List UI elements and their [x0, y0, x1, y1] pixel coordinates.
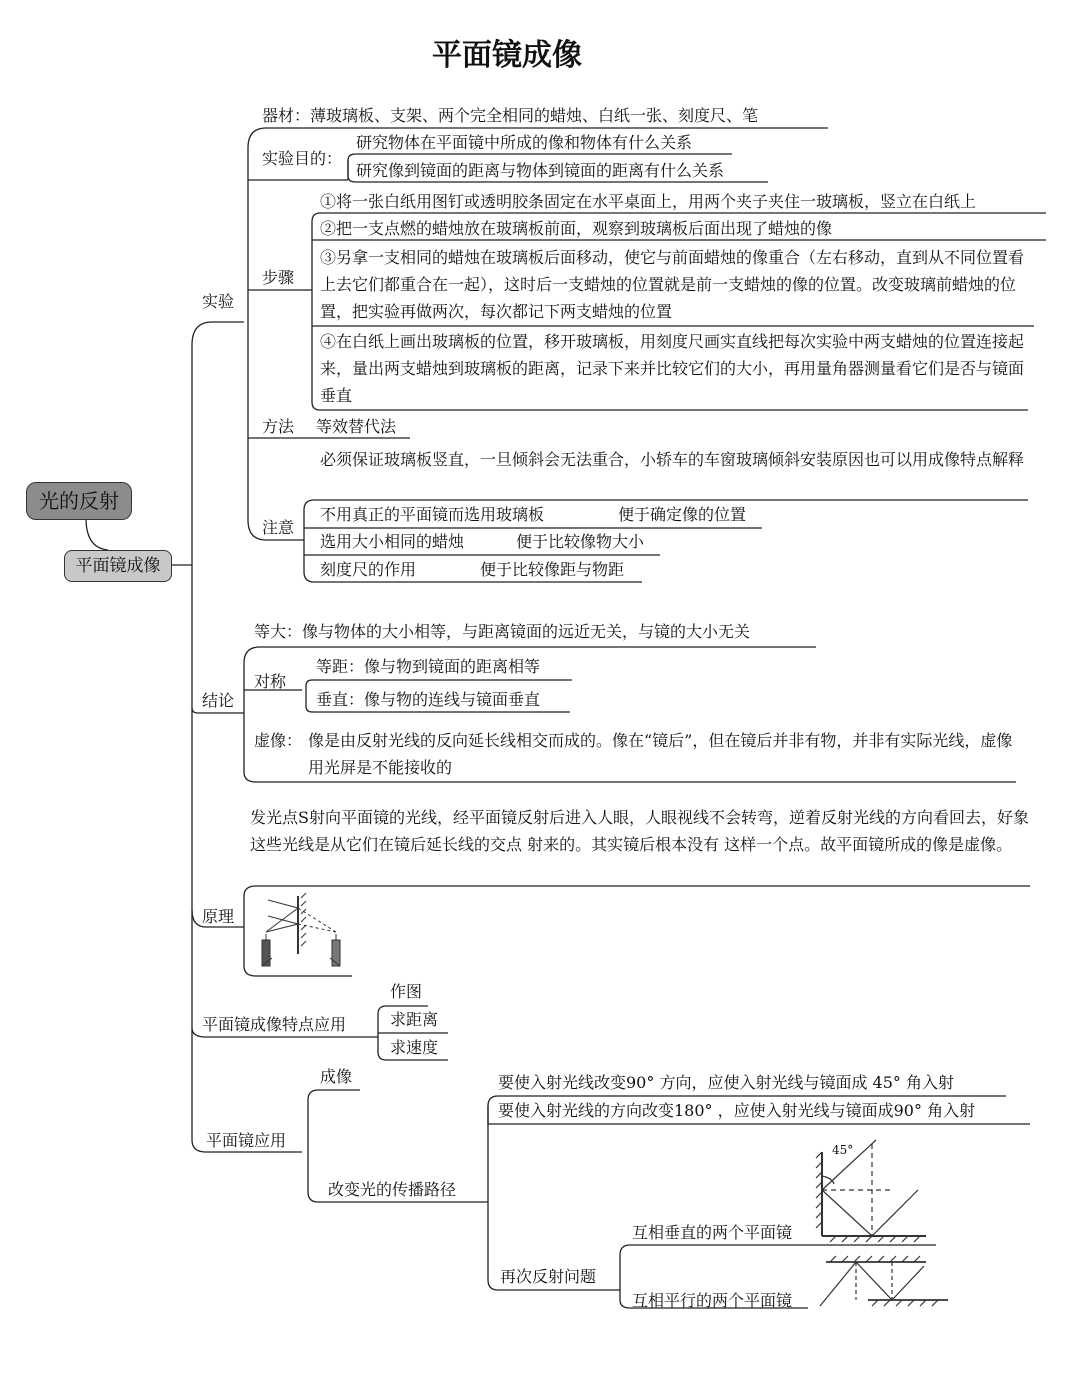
- equal-size-text: 等大：像与物体的大小相等，与距离镜面的远近无关，与镜的大小无关: [254, 622, 751, 641]
- step-item: ④在白纸上画出玻璃板的位置，移开玻璃板，用刻度尺画实直线把每次实验中两支蜡烛的位置连接起来，量出两支蜡烛到玻璃板的距离，记录下来并比较它们的大小，再用量角器测量看它们是否与镜面垂直: [320, 332, 1025, 405]
- step-item: ①将一张白纸用图钉或透明胶条固定在水平桌面上，用两个夹子夹住一玻璃板，竖立在白纸上: [320, 192, 977, 211]
- imaging-label: 成像: [320, 1067, 353, 1086]
- features-app-item: 求距离: [390, 1010, 439, 1029]
- symmetry-item: 垂直：像与物的连线与镜面垂直: [316, 690, 541, 709]
- path-item: 要使入射光线改变90° 方向，应使入射光线与镜面成 45° 角入射: [498, 1073, 954, 1092]
- step-item: ②把一支点燃的蜡烛放在玻璃板前面，观察到玻璃板后面出现了蜡烛的像: [320, 219, 833, 238]
- method-label: 方法: [262, 417, 295, 436]
- sub-node: 平面镜成像: [64, 550, 172, 582]
- root-node: 光的反射: [26, 482, 132, 520]
- angle-label: 45°: [832, 1143, 854, 1157]
- note-item-purpose: 便于比较像物大小: [516, 532, 645, 551]
- note-item: 选用大小相同的蜡烛: [320, 532, 465, 551]
- note-item: 不用真正的平面镜而选用玻璃板: [320, 505, 545, 524]
- virtual-label: 虚像：: [254, 731, 303, 750]
- principle-label: 原理: [202, 907, 235, 926]
- step-item: ③另拿一支相同的蜡烛在玻璃板后面移动，使它与前面蜡烛的像重合（左右移动，直到从不同位置看上去它们都重合在一起），这时后一支蜡烛的位置就是前一支蜡烛的像的位置。改变玻璃前蜡烛的位置，把实验再做两次，每次都记下两支蜡烛的位置: [320, 248, 1025, 321]
- path-item: 要使入射光线的方向改变180° ，应使入射光线与镜面成90° 角入射: [498, 1101, 976, 1120]
- note-item-purpose: 便于比较像距与物距: [480, 560, 625, 579]
- features-app-item: 作图: [390, 982, 423, 1001]
- steps-label: 步骤: [262, 268, 295, 287]
- symmetry-label: 对称: [254, 672, 287, 691]
- principle-diagram: [262, 893, 340, 966]
- symmetry-item: 等距：像与物到镜面的距离相等: [316, 657, 541, 676]
- reflect-item: 互相垂直的两个平面镜: [632, 1223, 793, 1242]
- notes-label: 注意: [262, 518, 295, 537]
- reflect-label: 再次反射问题: [500, 1267, 597, 1286]
- purpose-label: 实验目的：: [262, 149, 343, 168]
- virtual-text: 像是由反射光线的反向延长线相交而成的。像在“镜后”，但在镜后并非有物，并非有实际光线，虚像用光屏是不能接收的: [308, 731, 1013, 777]
- path-label: 改变光的传播路径: [328, 1180, 457, 1199]
- principle-text: 发光点S射向平面镜的光线，经平面镜反射后进入人眼，人眼视线不会转弯，逆着反射光线的方向看回去，好象这些光线是从它们在镜后延长线的交点 射来的。其实镜后根本没有 这样一个点。故平面镜所成的像是虚像。: [250, 808, 1029, 854]
- mirror-app-label: 平面镜应用: [206, 1131, 287, 1150]
- conclusion-label: 结论: [202, 691, 235, 710]
- note-item-purpose: 便于确定像的位置: [618, 505, 747, 524]
- experiment-label: 实验: [202, 292, 235, 311]
- method-text: 等效替代法: [316, 417, 397, 436]
- reflect-item: 互相平行的两个平面镜: [632, 1291, 793, 1310]
- materials-text: 器材：薄玻璃板、支架、两个完全相同的蜡烛、白纸一张、刻度尺、笔: [262, 106, 759, 125]
- parallel-mirror-diagram: [820, 1256, 948, 1306]
- features-app-item: 求速度: [390, 1038, 439, 1057]
- note-item: 刻度尺的作用: [320, 560, 417, 579]
- features-app-label: 平面镜成像特点应用: [202, 1015, 347, 1034]
- purpose-item: 研究像到镜面的距离与物体到镜面的距离有什么关系: [356, 161, 725, 180]
- purpose-item: 研究物体在平面镜中所成的像和物体有什么关系: [356, 133, 693, 152]
- page-title: 平面镜成像: [432, 38, 582, 73]
- notes-main: 必须保证玻璃板竖直，一旦倾斜会无法重合，小轿车的车窗玻璃倾斜安装原因也可以用成像特点解释: [320, 450, 1025, 469]
